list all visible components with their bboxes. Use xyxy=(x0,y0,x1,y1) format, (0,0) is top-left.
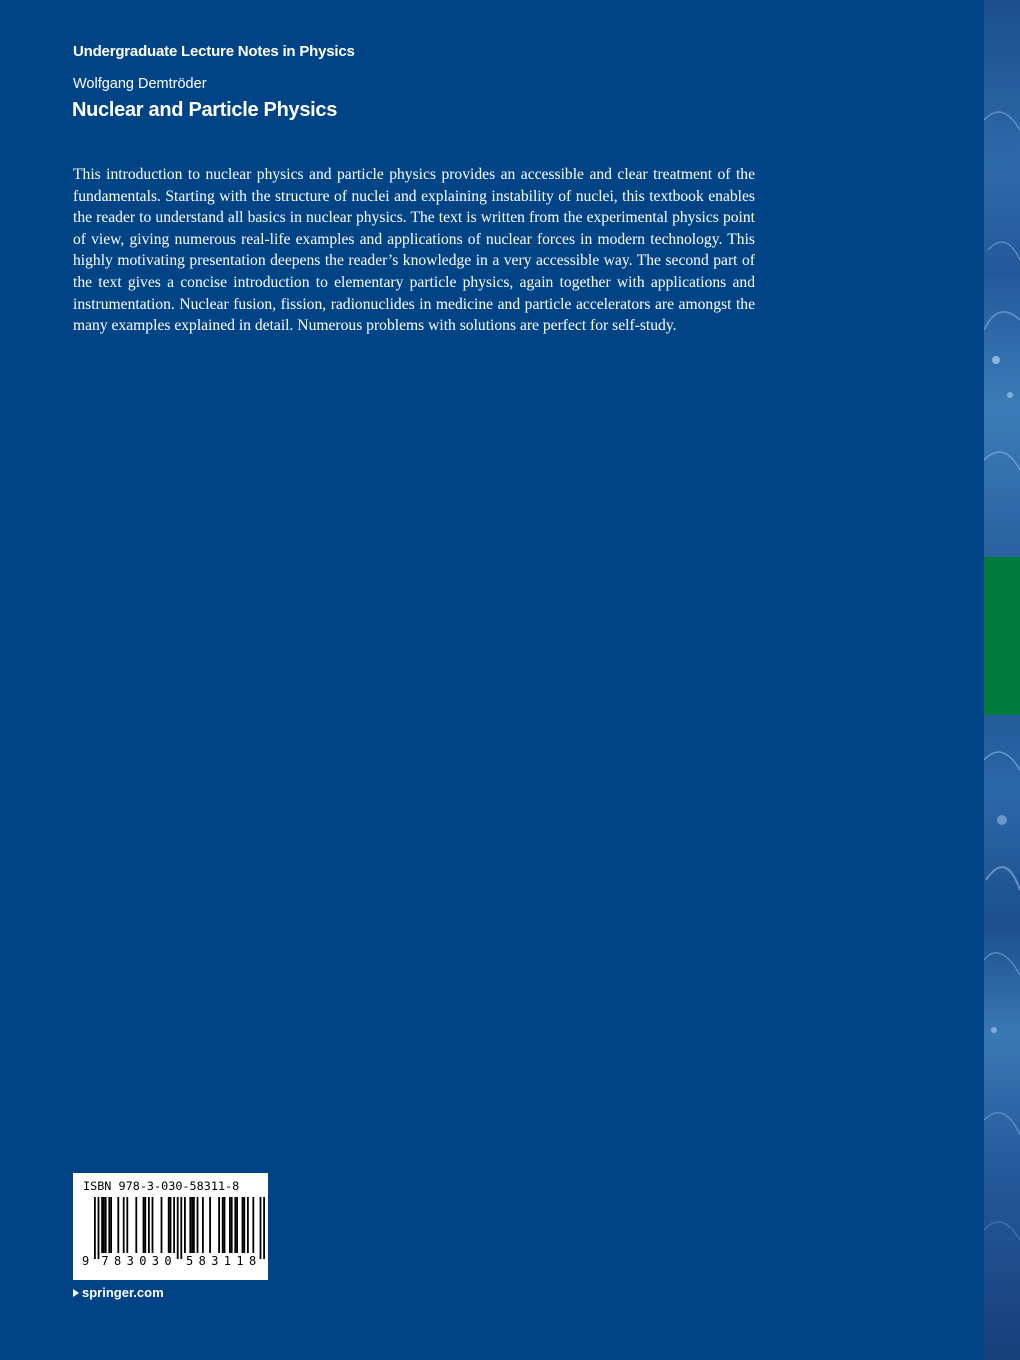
barcode-digit: 0 xyxy=(164,1254,172,1268)
barcode-bar xyxy=(101,1197,103,1253)
barcode-bar xyxy=(110,1197,112,1253)
barcode-bar xyxy=(161,1197,163,1253)
barcode-digit: 8 xyxy=(198,1254,206,1268)
barcode-digit: 3 xyxy=(151,1254,160,1268)
barcode-bar xyxy=(229,1197,231,1253)
spine-edge xyxy=(984,0,1020,1360)
barcode-bar xyxy=(191,1197,193,1253)
publisher-website[interactable] xyxy=(73,1285,164,1300)
barcode-bar xyxy=(126,1197,128,1253)
barcode-bar xyxy=(117,1197,119,1253)
barcode-bar xyxy=(202,1197,204,1253)
barcode-bar xyxy=(105,1197,107,1253)
barcode-bar xyxy=(231,1197,233,1253)
barcode-bar xyxy=(260,1197,262,1259)
barcode-bar xyxy=(94,1197,96,1259)
barcode-bar xyxy=(152,1197,154,1253)
barcode-bar xyxy=(143,1197,145,1253)
barcode-digit: 5 xyxy=(186,1254,194,1268)
website-label: springer.com xyxy=(82,1285,164,1300)
barcode-bar xyxy=(247,1197,249,1253)
barcode-bar xyxy=(224,1197,226,1253)
barcode-bar xyxy=(263,1197,265,1259)
barcode-digit: 1 xyxy=(223,1254,232,1268)
barcode-digit: 3 xyxy=(126,1254,134,1268)
barcode-bar xyxy=(98,1197,100,1259)
barcode-digit: 8 xyxy=(114,1254,122,1268)
barcode-bar xyxy=(209,1197,211,1253)
barcode-bar xyxy=(108,1197,110,1253)
barcode-bar xyxy=(123,1197,125,1253)
series-name: Undergraduate Lecture Notes in Physics xyxy=(73,43,355,60)
barcode-bar xyxy=(170,1197,172,1253)
barcode-bar xyxy=(173,1197,175,1253)
isbn-barcode xyxy=(73,1173,268,1280)
barcode-digit: 9 xyxy=(82,1254,90,1268)
arrow-right-icon xyxy=(73,1289,79,1297)
barcode-bar xyxy=(103,1197,105,1253)
barcode-digit: 7 xyxy=(101,1254,109,1268)
barcode-bar xyxy=(177,1197,179,1259)
book-description: This introduction to nuclear physics and particle physics provides an accessible and clear treatment of the fundamentals. Starting with the structure of nuclei and explaining instability of nuclei, this textbook enables the reader to understand all basics in nuclear physics. The text is written from the experimental physics point of view, giving numerous real-life examples and applications of nuclear forces in modern technology. This highly motivating presentation deepens the reader’s knowledge in a very accessible way. The second part of the text gives a concise introduction to elementary particle physics, again together with applications and instrumentation. Nuclear fusion, fission, radionuclides in medicine and particle accelerators are amongst the many examples explained in detail. Numerous problems with solutions are perfect for self-study. xyxy=(73,166,755,335)
isbn-label: ISBN 978-3-030-58311-8 xyxy=(83,1179,240,1193)
barcode-bar xyxy=(197,1197,199,1253)
barcode-bar xyxy=(242,1197,244,1253)
barcode-bar xyxy=(222,1197,224,1253)
barcode-bar xyxy=(180,1197,182,1259)
barcode-digit: 0 xyxy=(139,1254,147,1268)
spine-color-band xyxy=(984,557,1020,715)
barcode-bar xyxy=(184,1197,186,1253)
barcode-bar xyxy=(193,1197,195,1253)
barcode-bar xyxy=(168,1197,170,1253)
barcode-bar xyxy=(234,1197,236,1253)
barcode-bar xyxy=(148,1197,150,1253)
barcode-digit: 1 xyxy=(236,1254,244,1268)
barcode-bar xyxy=(135,1197,137,1253)
book-title: Nuclear and Particle Physics xyxy=(72,99,338,121)
barcode-bar xyxy=(236,1197,238,1253)
barcode-bar xyxy=(218,1197,220,1253)
barcode-bar xyxy=(252,1197,254,1253)
barcode-digit: 3 xyxy=(211,1254,219,1268)
author-name: Wolfgang Demtröder xyxy=(73,76,207,92)
barcode-bar xyxy=(144,1197,146,1253)
barcode-bar xyxy=(243,1197,245,1253)
barcode-bar xyxy=(189,1197,191,1253)
barcode-digit: 8 xyxy=(249,1254,257,1268)
